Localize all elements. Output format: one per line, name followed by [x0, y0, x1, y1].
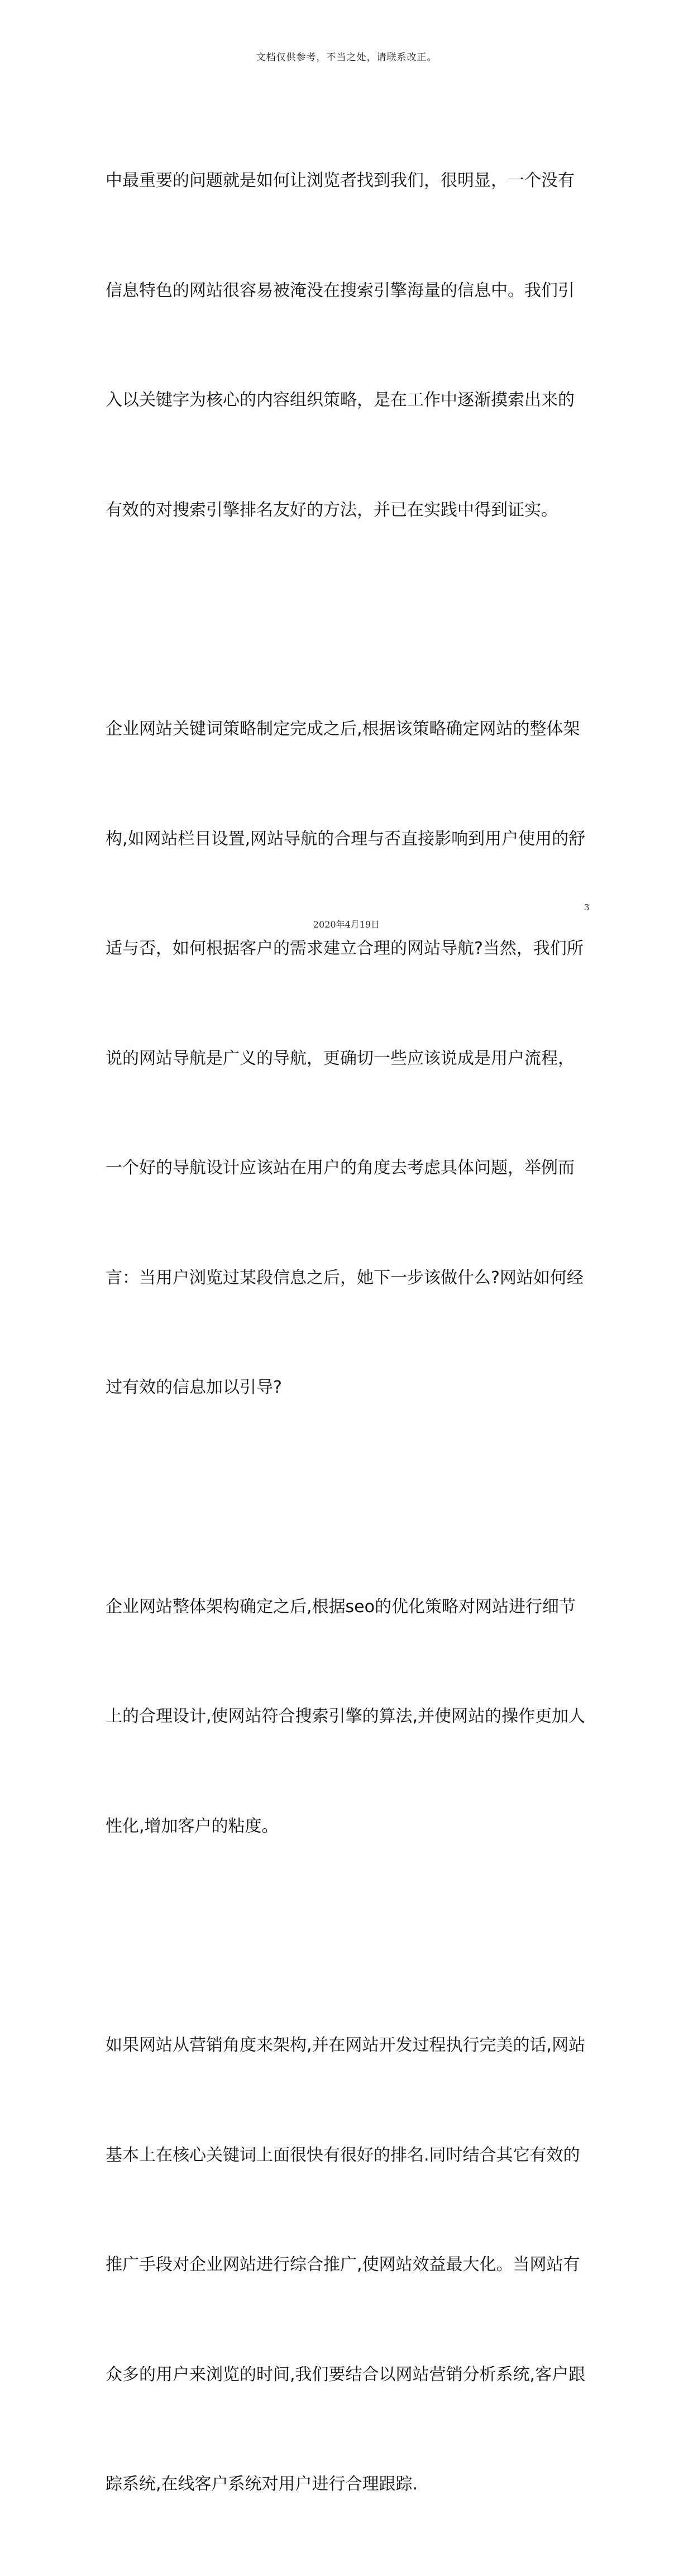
text-line: 性化,增加客户的粘度。 [106, 1816, 279, 1836]
text-line: 中最重要的问题就是如何让浏览者找到我们，很明显，一个没有 [106, 171, 575, 190]
text-line: 信息特色的网站很容易被淹没在搜索引擎海量的信息中。我们引 [106, 280, 575, 300]
paragraph-3 [106, 1516, 597, 1918]
paragraph-2 [106, 638, 597, 1479]
footer-date: 2020年4月19日 [313, 919, 380, 930]
text-line: 言：当用户浏览过某段信息之后，她下一步该做什么?网站如何经 [106, 1268, 584, 1288]
text-line: 有效的对搜索引擎排名友好的方法，并已在实践中得到证实。 [106, 500, 558, 520]
paragraph-4 [106, 1954, 597, 2576]
text-line: 企业网站关键词策略制定完成之后,根据该策略确定网站的整体架 [106, 719, 580, 739]
text-line: 基本上在核心关键词上面很快有很好的排名.同时结合其它有效的 [106, 2145, 580, 2165]
text-line: 一个好的导航设计应该站在用户的角度去考虑具体问题，举例而 [106, 1158, 575, 1178]
paragraph-1 [106, 89, 597, 601]
text-line: 上的合理设计,使网站符合搜索引擎的算法,并使网站的操作更加人 [106, 1707, 586, 1726]
text-line: 适与否，如何根据客户的需求建立合理的网站导航?当然，我们所 [106, 939, 584, 958]
text-line: 过有效的信息加以引导? [106, 1378, 282, 1397]
body-text [106, 89, 597, 2576]
text-line: 推广手段对企业网站进行综合推广,使网站效益最大化。当网站有 [106, 2255, 580, 2274]
text-line: 踪系统,在线客户系统对用户进行合理跟踪. [106, 2474, 418, 2494]
text-line: 众多的用户来浏览的时间,我们要结合以网站营销分析系统,客户跟 [106, 2364, 586, 2384]
page-number: 3 [584, 902, 590, 912]
text-line: 构,如网站栏目设置,网站导航的合理与否直接影响到用户使用的舒 [106, 829, 586, 849]
header-disclaimer: 文档仅供参考，不当之处，请联系改正。 [256, 52, 437, 63]
text-line: 入以关键字为核心的内容组织策略，是在工作中逐渐摸索出来的 [106, 390, 575, 410]
text-line: 企业网站整体架构确定之后,根据seo的优化策略对网站进行细节 [106, 1597, 576, 1617]
text-line: 如果网站从营销角度来架构,并在网站开发过程执行完美的话,网站 [106, 2035, 586, 2055]
text-line: 说的网站导航是广义的导航，更确切一些应该说成是用户流程， [106, 1048, 575, 1068]
